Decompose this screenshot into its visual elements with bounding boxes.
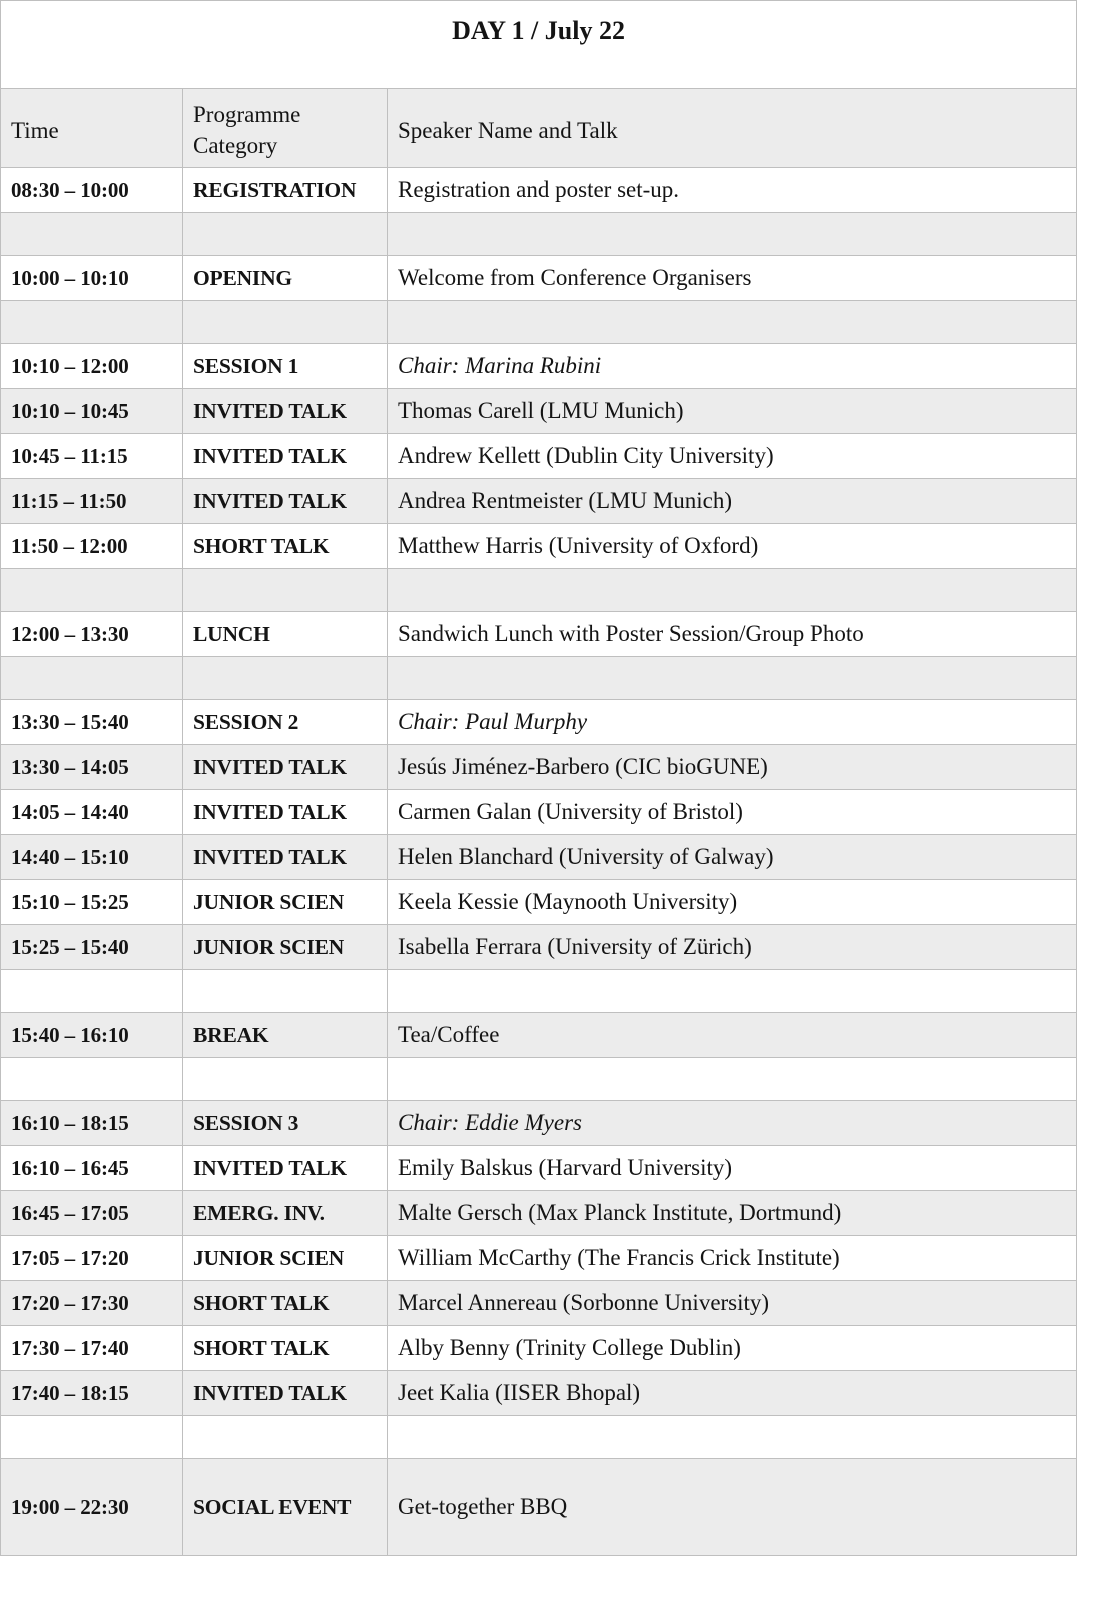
cell-time: 10:45 – 11:15 xyxy=(1,434,183,479)
cell-category: REGISTRATION xyxy=(183,168,388,213)
cell-time xyxy=(1,657,183,700)
cell-speaker-talk: Chair: Paul Murphy xyxy=(388,700,1077,745)
cell-time: 12:00 – 13:30 xyxy=(1,612,183,657)
cell-category xyxy=(183,657,388,700)
cell-speaker-talk: Get-together BBQ xyxy=(388,1459,1077,1556)
schedule-table-row xyxy=(1,389,1077,434)
day-title-row xyxy=(1,1,1077,89)
cell-category: INVITED TALK xyxy=(183,745,388,790)
cell-category: INVITED TALK xyxy=(183,835,388,880)
cell-category: INVITED TALK xyxy=(183,1146,388,1191)
column-header-row xyxy=(1,89,1077,168)
cell-time xyxy=(1,569,183,612)
cell-speaker-talk: Andrew Kellett (Dublin City University) xyxy=(388,434,1077,479)
cell-speaker-talk xyxy=(388,1416,1077,1459)
cell-category xyxy=(183,1058,388,1101)
cell-speaker-talk xyxy=(388,569,1077,612)
cell-speaker-talk: Sandwich Lunch with Poster Session/Group Photo xyxy=(388,612,1077,657)
day-title-cell xyxy=(1,1,1077,89)
cell-time: 10:10 – 10:45 xyxy=(1,389,183,434)
cell-speaker-talk xyxy=(388,657,1077,700)
cell-speaker-talk: Isabella Ferrara (University of Zürich) xyxy=(388,925,1077,970)
column-header-category: Programme Category xyxy=(183,89,388,168)
cell-category: SOCIAL EVENT xyxy=(183,1459,388,1556)
cell-speaker-talk: Helen Blanchard (University of Galway) xyxy=(388,835,1077,880)
schedule-table-row xyxy=(1,700,1077,745)
cell-speaker-talk: Alby Benny (Trinity College Dublin) xyxy=(388,1326,1077,1371)
cell-time xyxy=(1,1416,183,1459)
schedule-table-row xyxy=(1,524,1077,569)
cell-time: 16:10 – 16:45 xyxy=(1,1146,183,1191)
schedule-table-row xyxy=(1,1146,1077,1191)
cell-speaker-talk: Matthew Harris (University of Oxford) xyxy=(388,524,1077,569)
cell-speaker-talk xyxy=(388,970,1077,1013)
cell-category: SESSION 2 xyxy=(183,700,388,745)
page-title: DAY 1 / July 22 xyxy=(452,15,625,45)
schedule-table-row xyxy=(1,745,1077,790)
column-header-time: Time xyxy=(1,89,183,168)
cell-category: BREAK xyxy=(183,1013,388,1058)
cell-time: 17:05 – 17:20 xyxy=(1,1236,183,1281)
schedule-table-row xyxy=(1,612,1077,657)
cell-speaker-talk: Marcel Annereau (Sorbonne University) xyxy=(388,1281,1077,1326)
schedule-table-row xyxy=(1,1281,1077,1326)
cell-category xyxy=(183,970,388,1013)
cell-time: 08:30 – 10:00 xyxy=(1,168,183,213)
cell-time xyxy=(1,970,183,1013)
cell-speaker-talk: Registration and poster set-up. xyxy=(388,168,1077,213)
cell-category: LUNCH xyxy=(183,612,388,657)
cell-category: SHORT TALK xyxy=(183,524,388,569)
cell-time: 15:25 – 15:40 xyxy=(1,925,183,970)
schedule-table-row xyxy=(1,344,1077,389)
cell-time xyxy=(1,301,183,344)
cell-category xyxy=(183,301,388,344)
cell-time xyxy=(1,213,183,256)
schedule-table-row xyxy=(1,880,1077,925)
cell-category: JUNIOR SCIEN xyxy=(183,925,388,970)
cell-speaker-talk: Emily Balskus (Harvard University) xyxy=(388,1146,1077,1191)
cell-speaker-talk: William McCarthy (The Francis Crick Institute) xyxy=(388,1236,1077,1281)
cell-time: 16:45 – 17:05 xyxy=(1,1191,183,1236)
cell-time: 11:15 – 11:50 xyxy=(1,479,183,524)
cell-category: SHORT TALK xyxy=(183,1281,388,1326)
cell-time: 14:05 – 14:40 xyxy=(1,790,183,835)
cell-time: 10:10 – 12:00 xyxy=(1,344,183,389)
cell-category xyxy=(183,569,388,612)
schedule-table-row xyxy=(1,479,1077,524)
cell-category: INVITED TALK xyxy=(183,434,388,479)
schedule-table-body xyxy=(1,1,1077,1556)
cell-time: 16:10 – 18:15 xyxy=(1,1101,183,1146)
schedule-table-row xyxy=(1,256,1077,301)
cell-speaker-talk: Jesús Jiménez-Barbero (CIC bioGUNE) xyxy=(388,745,1077,790)
column-header-talk: Speaker Name and Talk xyxy=(388,89,1077,168)
cell-speaker-talk: Tea/Coffee xyxy=(388,1013,1077,1058)
schedule-table-row xyxy=(1,1101,1077,1146)
schedule-table-row xyxy=(1,790,1077,835)
cell-speaker-talk: Keela Kessie (Maynooth University) xyxy=(388,880,1077,925)
cell-speaker-talk xyxy=(388,213,1077,256)
cell-time: 15:10 – 15:25 xyxy=(1,880,183,925)
cell-speaker-talk: Welcome from Conference Organisers xyxy=(388,256,1077,301)
schedule-spacer-row xyxy=(1,1058,1077,1101)
cell-category: JUNIOR SCIEN xyxy=(183,1236,388,1281)
cell-category: OPENING xyxy=(183,256,388,301)
schedule-table-row xyxy=(1,1191,1077,1236)
schedule-table-row xyxy=(1,1459,1077,1556)
cell-speaker-talk: Chair: Marina Rubini xyxy=(388,344,1077,389)
schedule-spacer-row xyxy=(1,1416,1077,1459)
schedule-table-row xyxy=(1,1371,1077,1416)
cell-time: 13:30 – 15:40 xyxy=(1,700,183,745)
schedule-table-row xyxy=(1,835,1077,880)
schedule-table-row xyxy=(1,925,1077,970)
cell-time: 13:30 – 14:05 xyxy=(1,745,183,790)
schedule-spacer-row xyxy=(1,970,1077,1013)
cell-category: SESSION 1 xyxy=(183,344,388,389)
cell-category xyxy=(183,1416,388,1459)
cell-speaker-talk: Andrea Rentmeister (LMU Munich) xyxy=(388,479,1077,524)
cell-speaker-talk: Carmen Galan (University of Bristol) xyxy=(388,790,1077,835)
cell-time: 19:00 – 22:30 xyxy=(1,1459,183,1556)
cell-time: 14:40 – 15:10 xyxy=(1,835,183,880)
schedule-table-row xyxy=(1,168,1077,213)
cell-speaker-talk: Malte Gersch (Max Planck Institute, Dortmund) xyxy=(388,1191,1077,1236)
cell-category: INVITED TALK xyxy=(183,790,388,835)
cell-category: INVITED TALK xyxy=(183,479,388,524)
schedule-table-row xyxy=(1,1236,1077,1281)
cell-category: EMERG. INV. xyxy=(183,1191,388,1236)
cell-category: INVITED TALK xyxy=(183,1371,388,1416)
schedule-table-row xyxy=(1,434,1077,479)
schedule-spacer-row xyxy=(1,657,1077,700)
schedule-spacer-row xyxy=(1,213,1077,256)
cell-category: SESSION 3 xyxy=(183,1101,388,1146)
cell-speaker-talk: Thomas Carell (LMU Munich) xyxy=(388,389,1077,434)
cell-speaker-talk: Chair: Eddie Myers xyxy=(388,1101,1077,1146)
cell-category: INVITED TALK xyxy=(183,389,388,434)
schedule-spacer-row xyxy=(1,301,1077,344)
schedule-table-row xyxy=(1,1326,1077,1371)
cell-category: SHORT TALK xyxy=(183,1326,388,1371)
cell-time: 10:00 – 10:10 xyxy=(1,256,183,301)
cell-category xyxy=(183,213,388,256)
cell-time: 15:40 – 16:10 xyxy=(1,1013,183,1058)
cell-time: 17:40 – 18:15 xyxy=(1,1371,183,1416)
cell-time xyxy=(1,1058,183,1101)
schedule-spacer-row xyxy=(1,569,1077,612)
cell-speaker-talk xyxy=(388,301,1077,344)
cell-time: 11:50 – 12:00 xyxy=(1,524,183,569)
cell-speaker-talk: Jeet Kalia (IISER Bhopal) xyxy=(388,1371,1077,1416)
schedule-table-row xyxy=(1,1013,1077,1058)
cell-time: 17:20 – 17:30 xyxy=(1,1281,183,1326)
cell-category: JUNIOR SCIEN xyxy=(183,880,388,925)
cell-speaker-talk xyxy=(388,1058,1077,1101)
cell-time: 17:30 – 17:40 xyxy=(1,1326,183,1371)
